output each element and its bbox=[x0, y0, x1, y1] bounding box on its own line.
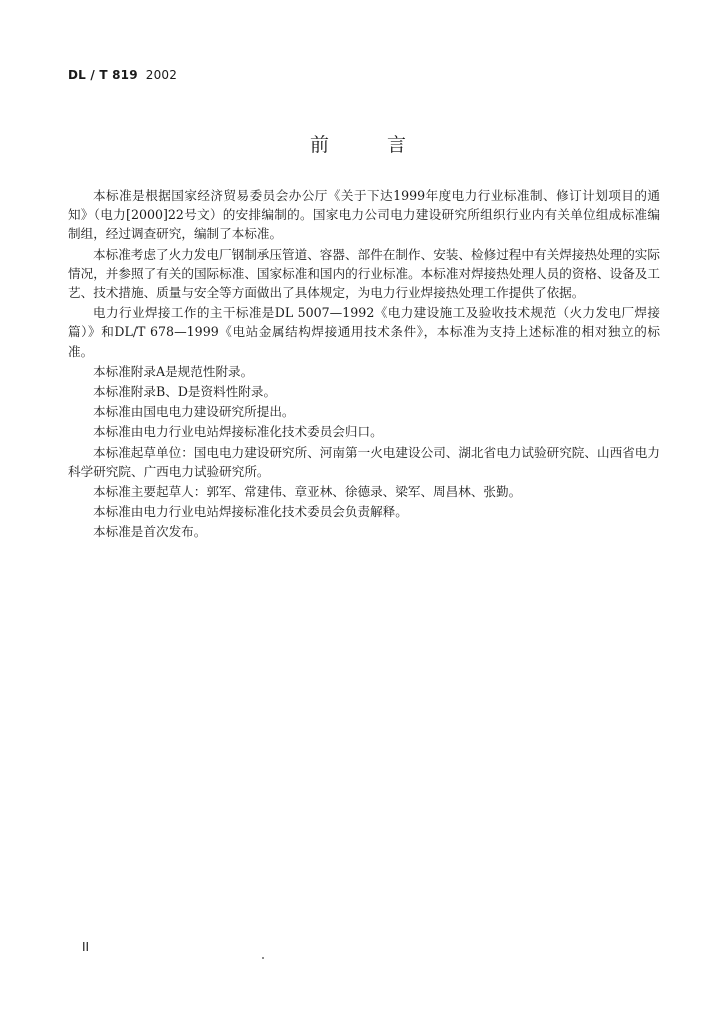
standard-code: DL / T 819 bbox=[68, 68, 138, 82]
paragraph-interpretation: 本标准由电力行业电站焊接标准化技术委员会负责解释。 bbox=[93, 504, 408, 520]
paragraph-proposer: 本标准由国电电力建设研究所提出。 bbox=[93, 404, 295, 420]
scan-speck bbox=[262, 957, 264, 959]
page-number: II bbox=[82, 940, 90, 954]
paragraph-drafting-units: 本标准起草单位：国电电力建设研究所、河南第一火电建设公司、湖北省电力试验研究院、山西省电力科学研究院、广西电力试验研究所。 bbox=[68, 444, 660, 479]
standard-year: 2002 bbox=[145, 68, 178, 82]
paragraph-origin: 本标准是根据国家经济贸易委员会办公厅《关于下达1999年度电力行业标准制、修订计划项目的通知》（电力[2000]22号文）的安排编制的。国家电力公司电力建设研究所组织行业内有关单位组成标准编制组，经过调查研究，编制了本标准。 bbox=[68, 188, 660, 242]
page-title: 前言 bbox=[309, 134, 464, 156]
paragraph-scope: 本标准考虑了火力发电厂钢制承压管道、容器、部件在制作、安装、检修过程中有关焊接热处理的实际情况，并参照了有关的国际标准、国家标准和国内的行业标准。本标准对焊接热处理人员的资格、设备及工艺、技术措施、质量与安全等方面做出了具体规定，为电力行业焊接热处理工作提供了依据。 bbox=[68, 246, 660, 301]
paragraph-administrator: 本标准由电力行业电站焊接标准化技术委员会归口。 bbox=[93, 424, 383, 440]
paragraph-related-standards: 电力行业焊接工作的主干标准是DL 5007—1992《电力建设施工及验收技术规范（火力发电厂焊接篇）》和DL/T 678—1999《电站金属结构焊接通用技术条件》，本标准为支持上述标准的相对独立的标准。 bbox=[68, 305, 660, 359]
preface-body bbox=[68, 186, 660, 543]
paragraph-drafters: 本标准主要起草人：郭军、常建伟、章亚林、徐德录、梁军、周昌林、张勤。 bbox=[93, 484, 522, 500]
page-header bbox=[68, 68, 177, 82]
paragraph-appendix-a: 本标准附录A是规范性附录。 bbox=[93, 363, 254, 379]
paragraph-first-release: 本标准是首次发布。 bbox=[93, 524, 207, 540]
paragraph-appendix-bd: 本标准附录B、D是资料性附录。 bbox=[93, 384, 277, 400]
